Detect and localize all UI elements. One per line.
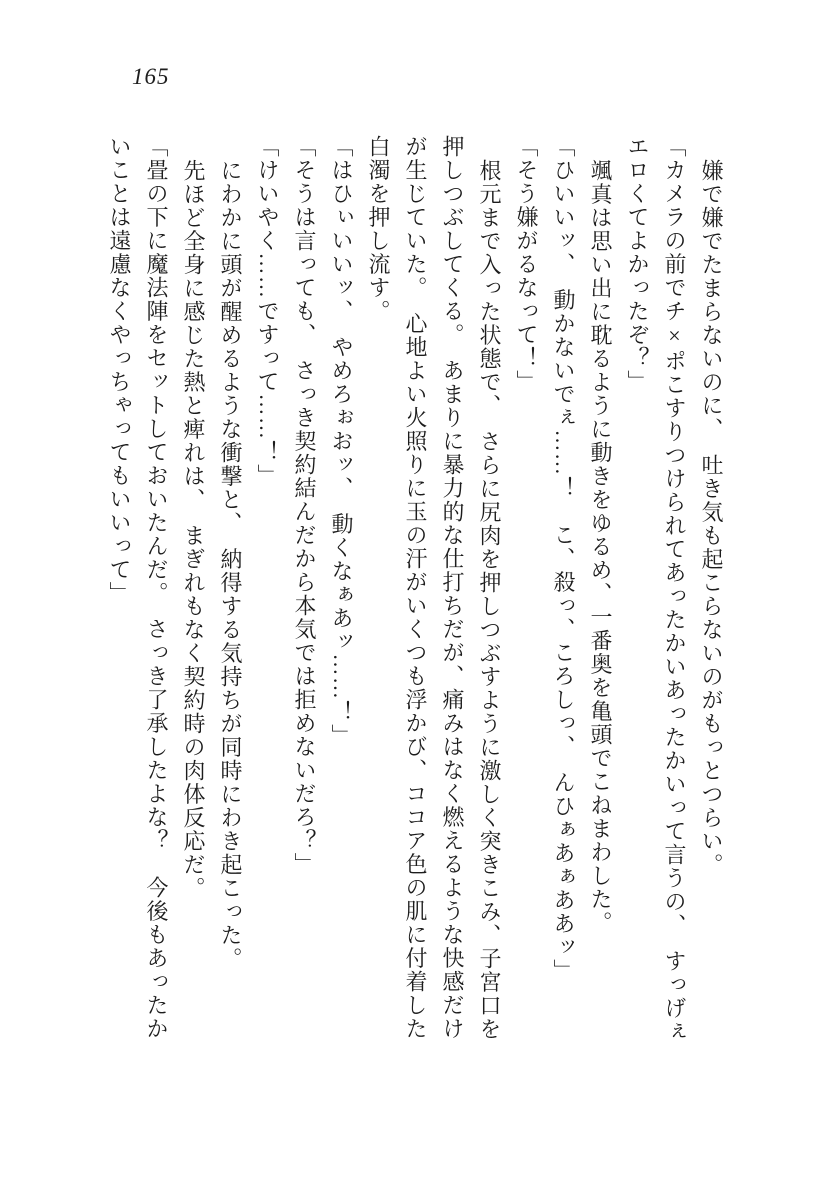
text-block — [101, 135, 730, 1060]
paragraph-dialogue: 「そうは言っても、 さっき契約結んだから本気では拒めないだろ？」 — [292, 135, 317, 876]
paragraph-narrative: 颯真は思い出に耽るように動きをゆるめ、一番奥を亀頭でこねまわした。 — [588, 158, 613, 934]
paragraph-narrative: 嫌で嫌でたまらないのに、 吐き気も起こらないのがもっとつらい。 — [699, 158, 724, 876]
paragraph-dialogue: 「カメラの前でチ×ポこすりつけられてあったかいあったかいって言うの、 すっげぇエロくてよかったぞ？」 — [625, 135, 687, 1044]
paragraph-dialogue: 「けいやく……ですって……！」 — [255, 135, 280, 488]
paragraph-dialogue: 「畳の下に魔法陣をセットしておいたんだ。 さっき了承したよな？ 今後もあったかいことは遠慮なくやっちゃってもいいって」 — [107, 135, 169, 1041]
paragraph-narrative: にわかに頭が醒めるような衝撃と、 納得する気持ちが同時にわき起こった。 — [218, 158, 243, 970]
paragraph-narrative: 根元まで入った状態で、 さらに尻肉を押しつぶすように激しく突きこみ、子宮口を押しつぶしてくる。 あまりに暴力的な仕打ちだが、痛みはなく燃えるような快感だけが生じていた。 心地よい火照りに玉の汗がいくつも浮かび、ココア色の肌に付着した白濁を押し流す。 — [366, 135, 502, 1041]
page-number: 165 — [132, 64, 170, 89]
paragraph-narrative: 先ほど全身に感じた熱と痺れは、 まぎれもなく契約時の肉体反応だ。 — [181, 158, 206, 900]
paragraph-dialogue: 「そう嫌がるなって！」 — [514, 135, 539, 394]
paragraph-dialogue: 「ひいいッ、 動かないでぇ……！ こ、殺っ、ころしっ、 んひぁあぁああッ」 — [551, 135, 576, 983]
paragraph-dialogue: 「はひぃいいッ、 やめろぉおッ、 動くなぁあッ……！」 — [329, 135, 354, 748]
